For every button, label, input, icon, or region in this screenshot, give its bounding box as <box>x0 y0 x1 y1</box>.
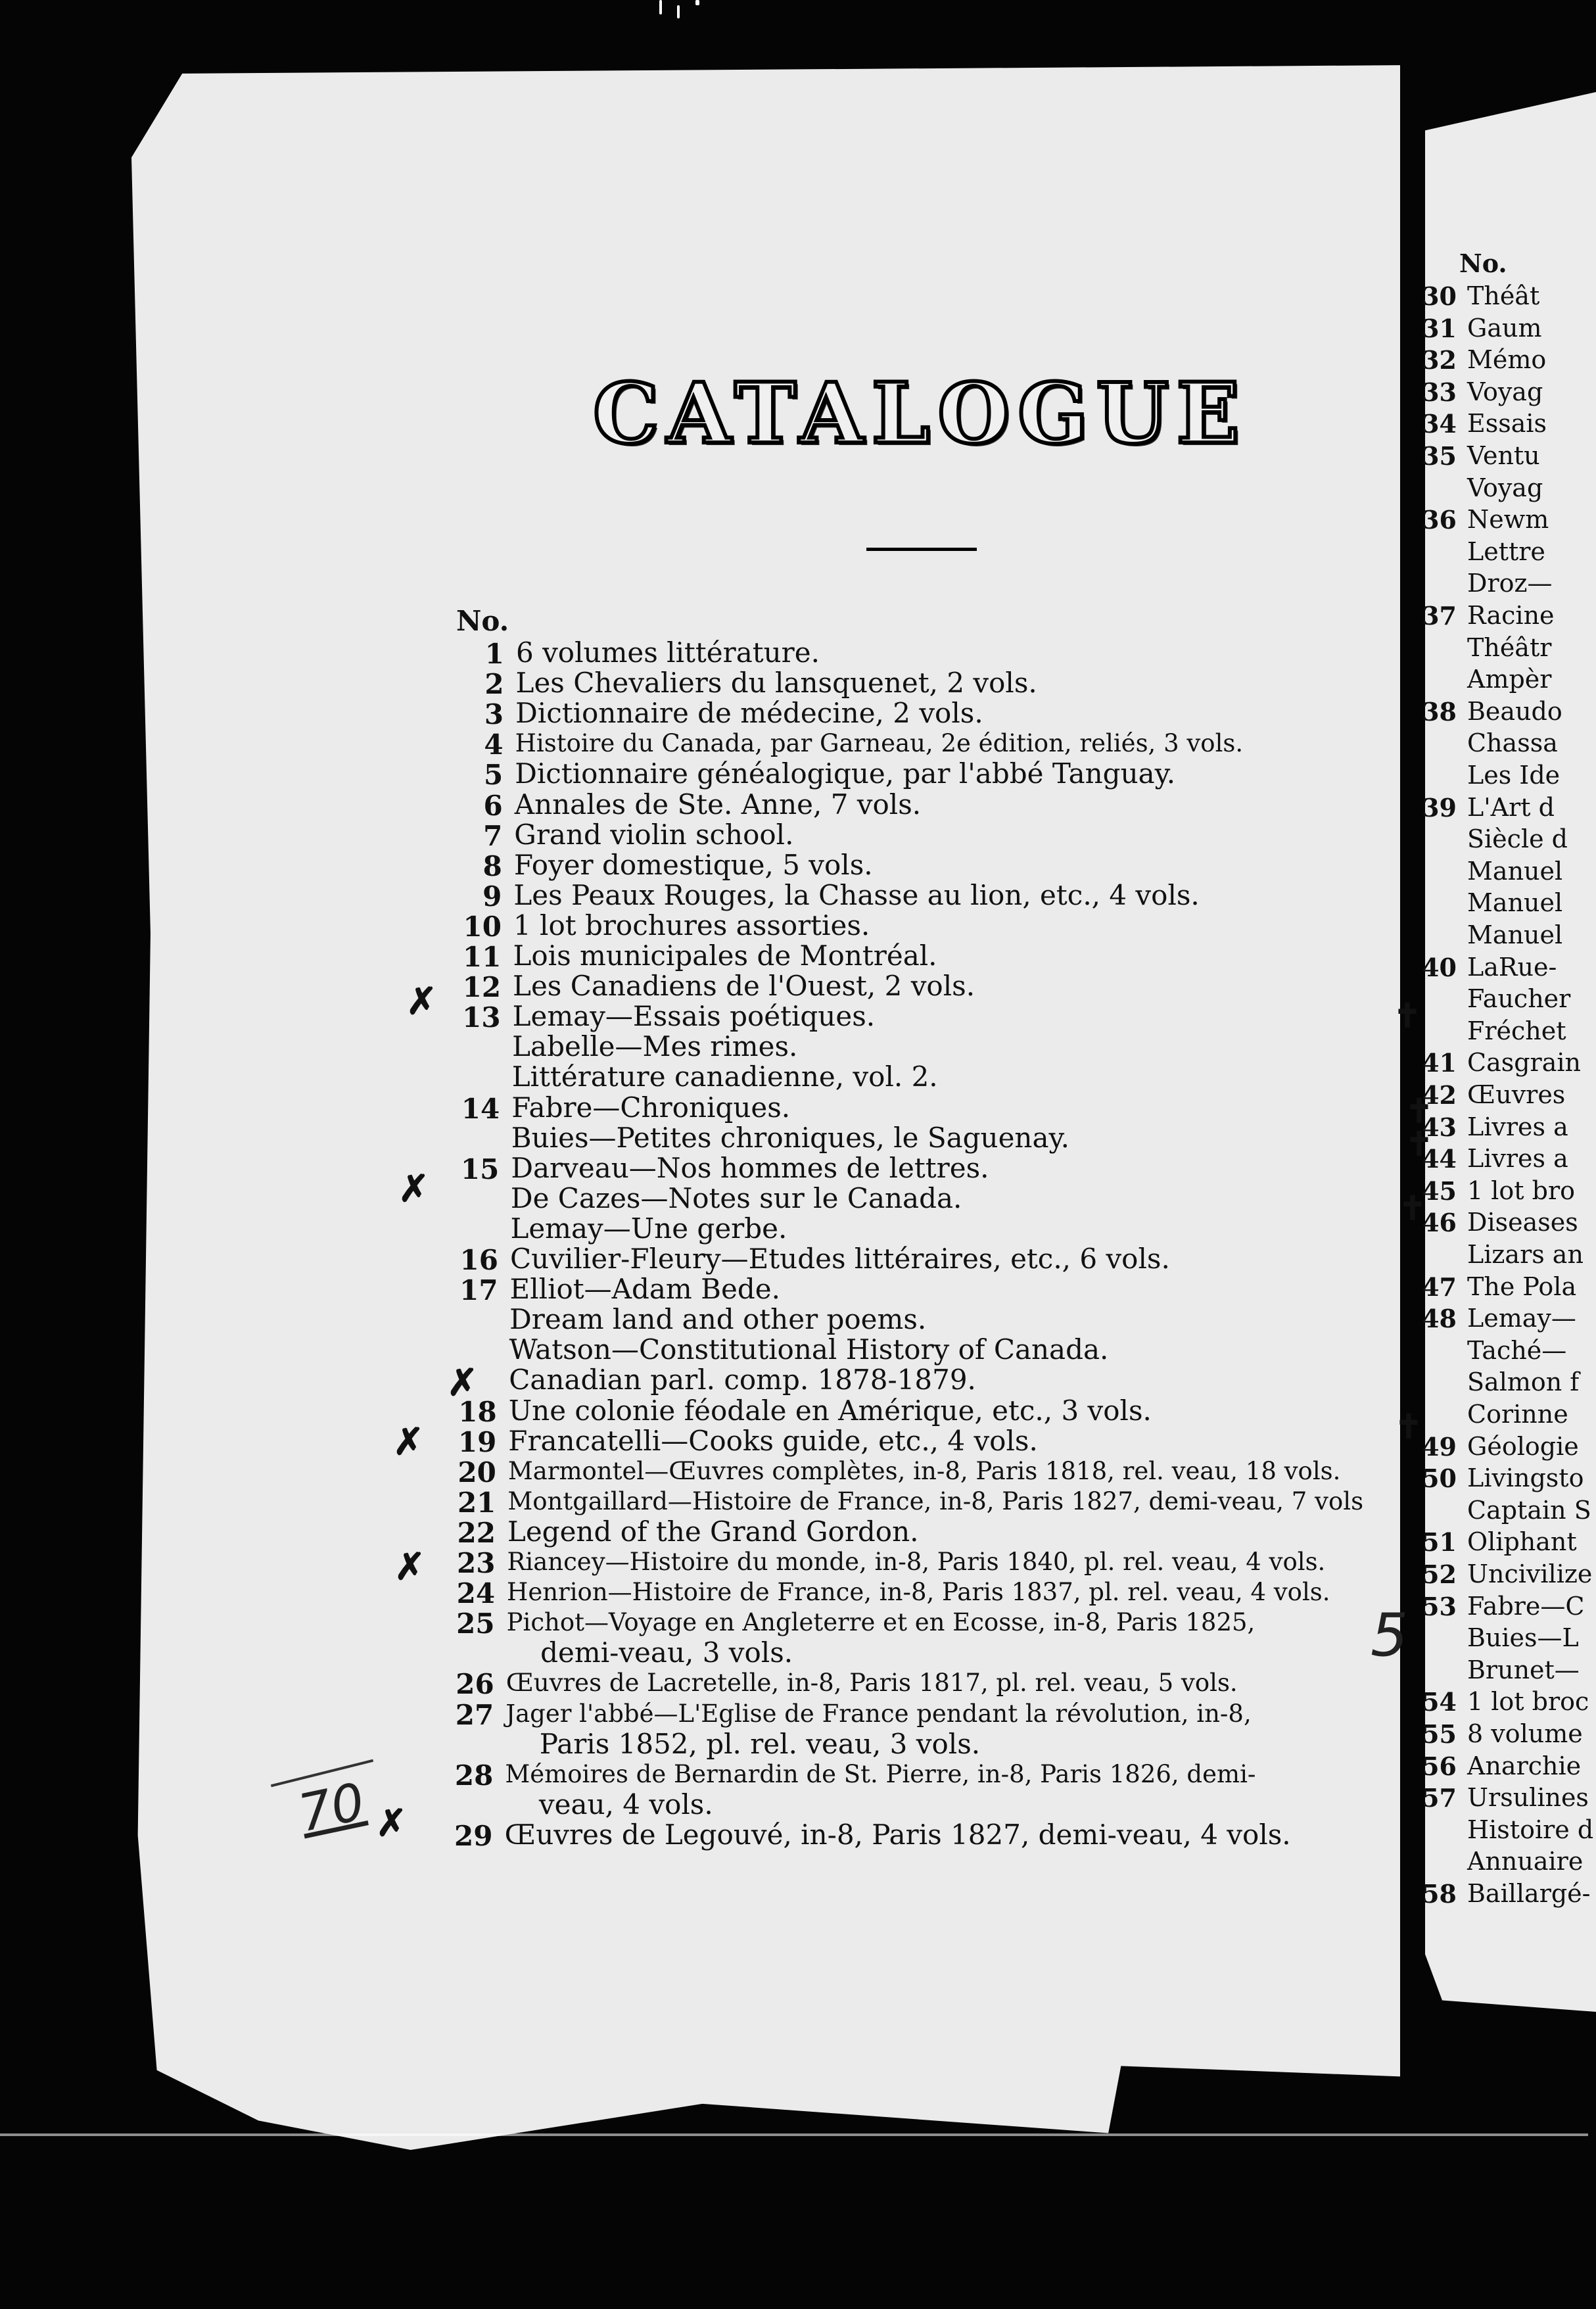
adjacent-column-header: No. <box>1459 249 1507 278</box>
adjacent-entry-text: Les Ide <box>1467 761 1561 790</box>
entry-number: 13 <box>462 1001 501 1034</box>
entry-number: 10 <box>463 910 502 943</box>
entry-text: Darveau—Nos hommes de lettres. <box>511 1151 989 1184</box>
adjacent-entry-text: Racine <box>1467 601 1555 630</box>
adjacent-entry-number: 49 <box>1422 1431 1457 1462</box>
adjacent-entry-text: 1 lot bro <box>1467 1176 1576 1205</box>
entry-number: 1 <box>484 638 504 670</box>
adjacent-entry-text: Captain S <box>1467 1495 1591 1525</box>
catalogue-title: CATALOGUE <box>593 365 1248 462</box>
adjacent-entry-text: Salmon f <box>1467 1368 1580 1397</box>
entry-number: 24 <box>456 1577 496 1610</box>
column-header-no: No. <box>456 605 509 637</box>
adjacent-entry-text: Buies—L <box>1467 1623 1579 1653</box>
adjacent-entry-text: Voyag <box>1467 377 1543 406</box>
entry-number: 2 <box>484 668 504 701</box>
entry-text: Elliot—Adam Bede. <box>509 1273 780 1306</box>
adjacent-entry-number: 32 <box>1422 345 1457 375</box>
entry-number: 8 <box>482 849 502 882</box>
adjacent-entry-number: 55 <box>1422 1719 1457 1749</box>
entry-number: 17 <box>459 1274 498 1307</box>
adjacent-entry-text: Ventu <box>1467 441 1540 470</box>
adjacent-entry-text: Livres a <box>1467 1144 1568 1174</box>
adjacent-entry-number: 58 <box>1422 1879 1457 1909</box>
check-mark: ✗ <box>398 1167 429 1210</box>
entry-text: Labelle—Mes rimes. <box>512 1030 798 1063</box>
adjacent-entry-text: Manuel <box>1467 888 1563 918</box>
adjacent-entry-number: 54 <box>1422 1687 1457 1717</box>
adjacent-entry-text: 8 volume <box>1467 1719 1583 1748</box>
adjacent-entry-text: Gaum <box>1467 313 1542 343</box>
adjacent-entry-number: 48 <box>1422 1304 1457 1334</box>
adjacent-entry-number: 34 <box>1422 409 1457 439</box>
adjacent-entry-text: Fréchet <box>1467 1016 1566 1045</box>
entry-number: 21 <box>457 1486 496 1519</box>
check-mark: ✗ <box>394 1545 425 1588</box>
entry-text: Canadian parl. comp. 1878-1879. <box>509 1364 976 1396</box>
check-mark: ✗ <box>447 1361 478 1404</box>
adjacent-entry-text: Beaudo <box>1467 696 1562 726</box>
entry-text: Dictionnaire généalogique, par l'abbé Tanguay. <box>515 757 1176 790</box>
adjacent-entry-text: Essais <box>1467 409 1547 439</box>
entry-text: Jager l'abbé—L'Eglise de France pendant la révolution, in-8, <box>505 1699 1252 1728</box>
entry-text: Watson—Constitutional History of Canada. <box>509 1333 1109 1366</box>
entry-number: 27 <box>455 1698 494 1731</box>
adjacent-entry-text: Voyag <box>1467 473 1543 502</box>
entry-text: Riancey—Histoire du monde, in-8, Paris 1840, pl. rel. veau, 4 vols. <box>507 1548 1326 1576</box>
entry-text: Fabre—Chroniques. <box>511 1091 791 1124</box>
adjacent-entry-text: Faucher <box>1467 984 1571 1014</box>
entry-text: Les Canadiens de l'Ouest, 2 vols. <box>513 970 975 1003</box>
entry-text: Francatelli—Cooks guide, etc., 4 vols. <box>508 1424 1038 1457</box>
entry-number: 16 <box>459 1244 498 1276</box>
adjacent-entry-number: 37 <box>1422 601 1457 631</box>
entry-text: Henrion—Histoire de France, in-8, Paris 1837, pl. rel. veau, 4 vols. <box>507 1578 1330 1607</box>
adjacent-entry-text: Taché— <box>1467 1335 1567 1365</box>
entry-number: 11 <box>463 941 502 973</box>
adjacent-entry-text: Casgrain <box>1467 1048 1582 1078</box>
entry-text: Grand violin school. <box>514 818 794 851</box>
check-mark: ✝ <box>1395 1407 1422 1446</box>
entry-text: Dictionnaire de médecine, 2 vols. <box>515 697 983 730</box>
adjacent-entry-text: Théâtr <box>1467 632 1552 662</box>
entry-text: Mémoires de Bernardin de St. Pierre, in-8, Paris 1826, demi- <box>505 1759 1256 1788</box>
check-mark: ✗ <box>406 980 437 1023</box>
adjacent-entry-text: Annuaire <box>1467 1847 1584 1876</box>
adjacent-entry-text: Lettre <box>1467 536 1545 566</box>
adjacent-entry-text: Fabre—C <box>1467 1591 1585 1621</box>
entry-text: Marmontel—Œuvres complètes, in-8, Paris 1818, rel. veau, 18 vols. <box>507 1456 1341 1485</box>
entry-text: Lois municipales de Montréal. <box>513 940 937 972</box>
entry-text: 6 volumes littérature. <box>516 636 820 669</box>
entry-text: Littérature canadienne, vol. 2. <box>511 1060 938 1093</box>
adjacent-entry-text: Anarchie <box>1467 1751 1582 1780</box>
check-mark: ✝ <box>1405 1091 1433 1130</box>
entry-number: 26 <box>456 1668 494 1701</box>
adjacent-entry-text: Mémo <box>1467 345 1547 375</box>
entry-number: 3 <box>484 698 504 731</box>
adjacent-entry-number: 44 <box>1422 1144 1457 1174</box>
adjacent-entry-text: LaRue- <box>1467 952 1557 982</box>
adjacent-entry-number: 51 <box>1422 1527 1457 1558</box>
adjacent-entry-text: Manuel <box>1467 856 1563 886</box>
entry-number: 19 <box>458 1425 497 1458</box>
adjacent-entry-text: The Pola <box>1467 1272 1577 1301</box>
adjacent-entry-number: 52 <box>1422 1559 1457 1589</box>
entry-number: 23 <box>457 1547 496 1579</box>
adjacent-entry-text: Ampèr <box>1467 665 1552 694</box>
check-mark: ✝ <box>1399 1189 1426 1227</box>
check-mark: ✝ <box>1405 1124 1433 1163</box>
handwritten-number: 70 <box>293 1772 370 1844</box>
entry-text: Lemay—Essais poétiques. <box>512 1000 876 1033</box>
adjacent-entry-text: Corinne <box>1467 1400 1568 1429</box>
adjacent-entry-number: 46 <box>1422 1208 1457 1238</box>
entry-text: demi-veau, 3 vols. <box>540 1636 793 1669</box>
entry-text: Annales de Ste. Anne, 7 vols. <box>514 788 922 821</box>
adjacent-entry-text: L'Art d <box>1467 792 1555 822</box>
adjacent-entry-text: Lizars an <box>1467 1240 1584 1269</box>
entry-number: 6 <box>483 789 503 822</box>
entry-text: Une colonie féodale en Amérique, etc., 3 vols. <box>508 1394 1152 1427</box>
adjacent-entry-text: Baillargé- <box>1467 1879 1591 1908</box>
adjacent-entry-text: Uncivilize <box>1467 1559 1593 1588</box>
adjacent-entry-number: 31 <box>1422 313 1457 343</box>
entry-text: Dream land and other poems. <box>509 1303 927 1336</box>
entry-number: 20 <box>458 1456 496 1488</box>
adjacent-entry-number: 43 <box>1422 1112 1457 1142</box>
entry-number: 14 <box>461 1092 500 1125</box>
handwritten-mark: 5 <box>1371 1601 1409 1670</box>
entry-number: 29 <box>454 1819 493 1852</box>
entry-text: Les Peaux Rouges, la Chasse au lion, etc., 4 vols. <box>513 878 1200 911</box>
adjacent-page-text <box>1394 92 1594 2012</box>
entry-number: 28 <box>454 1759 494 1792</box>
adjacent-entry-text: Oliphant <box>1467 1527 1577 1557</box>
adjacent-entry-number: 50 <box>1422 1464 1457 1494</box>
entry-number: 22 <box>457 1516 496 1549</box>
adjacent-entry-number: 53 <box>1422 1591 1457 1621</box>
entry-number: 25 <box>456 1607 495 1640</box>
adjacent-entry-number: 39 <box>1422 792 1457 822</box>
check-mark: ✗ <box>376 1801 407 1845</box>
entry-text: Lemay—Une gerbe. <box>510 1212 787 1245</box>
adjacent-entry-number: 47 <box>1422 1272 1457 1302</box>
entry-number: 18 <box>458 1395 497 1428</box>
adjacent-entry-text: Siècle d <box>1467 824 1568 854</box>
check-mark: ✝ <box>1394 996 1421 1035</box>
entry-text: Cuvilier-Fleury—Etudes littéraires, etc., 6 vols. <box>510 1243 1170 1275</box>
adjacent-entry-text: Chassa <box>1467 728 1558 758</box>
entry-text: Legend of the Grand Gordon. <box>507 1515 919 1548</box>
adjacent-entry-text: Droz— <box>1467 569 1553 598</box>
adjacent-entry-text: Livres a <box>1467 1112 1568 1141</box>
adjacent-entry-text: 1 lot broc <box>1467 1687 1589 1717</box>
adjacent-entry-number: 45 <box>1422 1176 1457 1206</box>
adjacent-entry-text: Lemay— <box>1467 1304 1576 1333</box>
adjacent-entry-text: Histoire d <box>1467 1815 1594 1844</box>
entry-text: Paris 1852, pl. rel. veau, 3 vols. <box>539 1727 981 1760</box>
adjacent-entry-number: 56 <box>1422 1751 1457 1781</box>
adjacent-entry-number: 41 <box>1422 1048 1457 1078</box>
film-scratch <box>0 2133 1588 2136</box>
adjacent-entry-text: Œuvres <box>1467 1080 1566 1109</box>
adjacent-entry-number: 35 <box>1422 441 1457 471</box>
entry-text: veau, 4 vols. <box>538 1788 713 1821</box>
adjacent-entry-text: Manuel <box>1467 920 1563 949</box>
entry-text: Histoire du Canada, par Garneau, 2e édition, reliés, 3 vols. <box>515 729 1244 758</box>
entry-number: 12 <box>462 971 502 1004</box>
adjacent-entry-number: 33 <box>1422 377 1457 407</box>
adjacent-entry-text: Géologie <box>1467 1431 1579 1461</box>
adjacent-entry-number: 30 <box>1422 281 1457 311</box>
entry-text: 1 lot brochures assorties. <box>513 909 870 941</box>
entry-number: 9 <box>482 880 502 913</box>
entry-text: Les Chevaliers du lansquenet, 2 vols. <box>515 667 1037 700</box>
adjacent-entry-number: 38 <box>1422 696 1457 726</box>
entry-text: Œuvres de Legouvé, in-8, Paris 1827, demi-veau, 4 vols. <box>504 1818 1291 1851</box>
adjacent-entry-text: Théât <box>1467 281 1540 310</box>
check-mark: ✗ <box>393 1420 424 1464</box>
adjacent-entry-text: Brunet— <box>1467 1655 1580 1684</box>
entry-number: 4 <box>484 728 504 761</box>
entry-text: Œuvres de Lacretelle, in-8, Paris 1817, pl. rel. veau, 5 vols. <box>505 1669 1238 1698</box>
adjacent-entry-text: Diseases <box>1467 1208 1578 1237</box>
entry-number: 7 <box>483 819 503 852</box>
entry-text: Buies—Petites chroniques, le Saguenay. <box>511 1121 1070 1154</box>
adjacent-entry-number: 42 <box>1422 1080 1457 1110</box>
entry-text: Foyer domestique, 5 vols. <box>513 848 873 881</box>
adjacent-entry-number: 40 <box>1422 952 1457 982</box>
adjacent-entry-text: Ursulines <box>1467 1783 1589 1813</box>
entry-text: Montgaillard—Histoire de France, in-8, Paris 1827, demi-veau, 7 vols <box>507 1487 1364 1515</box>
entry-text: De Cazes—Notes sur le Canada. <box>510 1181 962 1214</box>
entry-number: 15 <box>460 1153 500 1185</box>
adjacent-entry-number: 36 <box>1422 505 1457 535</box>
adjacent-entry-text: Newm <box>1467 505 1549 535</box>
adjacent-entry-text: Livingsto <box>1467 1464 1584 1493</box>
adjacent-entry-number: 57 <box>1422 1783 1457 1813</box>
entry-number: 5 <box>483 759 504 792</box>
entry-text: Pichot—Voyage en Angleterre et en Ecosse, in-8, Paris 1825, <box>506 1608 1256 1637</box>
